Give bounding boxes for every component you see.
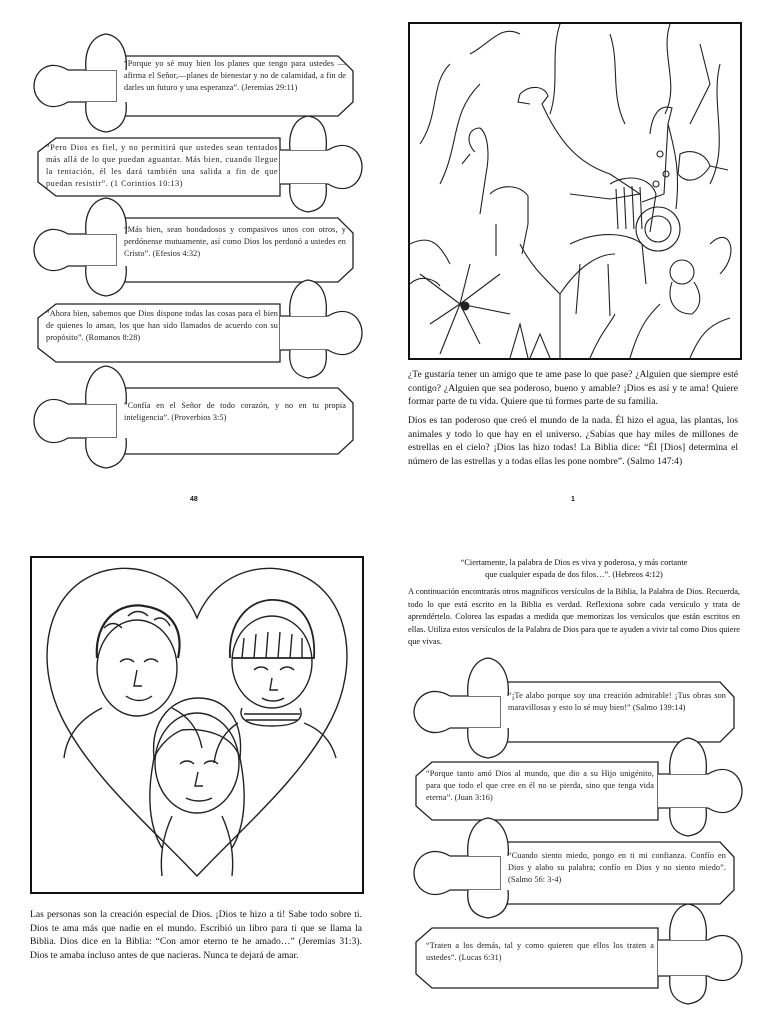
hebrews-quote-line2: que cualquier espada de dos filos…”. (Hebreos 4:12) [485,570,663,579]
verse-text: “Cuando siento miedo, pongo en ti mi confianza. Confío en Dios y alabo su palabra; confío en Dios y no siento miedo”. (Salmo 56: 3-4) [508,851,726,884]
verse-text: “¡Te alabo porque soy una creación admirable! ¡Tus obras son maravillosas y esto lo sé muy bien!” (Salmo 139:14) [508,691,726,712]
intro-paragraph: ¿Te gustaría tener un amigo que te ame pase lo que pase? ¿Alguien que siempre esté contigo? ¿Alguien que sea poderoso, bueno y amable? ¡Dios es así y te ama! Quiere formar parte de tu vida. Quiere que tú formes parte de su familia. [408,369,738,408]
creation-paragraph: Dios es tan poderoso que creó el mundo de la nada. Él hizo el agua, las plantas, los animales y todo lo que hay en el universo. ¿Sabías que hay miles de millones de estrellas en el cielo? ¡Dios las hizo todas! La Biblia dice: “Él [Dios] determina el número de las estrellas y a todas ellas les pone nombre”. (Salmo 147:4) [408,415,738,467]
jungle-drawing [410,24,740,358]
verses-intro-paragraph: A continuación encontrarás otros magníficos versículos de la Biblia, la Palabra de Dios. Recuerda, todo lo que está escrito en la Biblia es verdad. Reflexiona sobre cada versículo y trata de aprendértelo. Colorea las espadas a medida que memorizas los versículos que están escritos en ellas. Utiliza estos versículos de la Palabra de Dios para que te ayuden a vivir tal como Dios quiere que vivas. [408,587,740,647]
verse-text: “Porque yo sé muy bien los planes que tengo para ustedes —afirma el Señor,—planes de bienestar y no de calamidad, a fin de darles un futuro y una esperanza”. (Jeremías 29:11) [124,59,346,92]
hebrews-quote-line1: “Ciertamente, la palabra de Dios es viva y poderosa, y más cortante [460,558,688,567]
verse-text: “Porque tanto amó Dios al mundo, que dio a su Hijo unigénito, para que todo el que cree en él no se pierda, sino que tenga vida eterna”. (Juan 3:16) [426,769,654,802]
sword-verse-card [408,900,748,1010]
verse-text: “Traten a los demás, tal y como quieren que ellos los traten a ustedes”. (Lucas 6:31) [426,941,654,962]
sword-verse-card [28,360,368,470]
page-number: 1 [571,496,575,503]
verse-text: “Ahora bien, sabemos que Dios dispone todas las cosas para el bien de quienes lo aman, los que han sido llamados de acuerdo con su propósito”. (Romanos 8:28) [46,309,278,342]
verse-text: “Más bien, sean bondadosos y compasivos unos con otros, y perdónense mutuamente, así como Dios los perdonó a ustedes en Cristo”. (Efesios 4:32) [124,225,346,258]
page-number: 48 [190,496,198,503]
verse-text: “Confía en el Señor de todo corazón, y no en tu propia inteligencia”. (Proverbios 3:5) [124,401,346,422]
verse-text: “Pero Dios es fiel, y no permitirá que ustedes sean tentados más allá de lo que puedan aguantar. Más bien, cuando llegue la tentación, él les dará también una salida a fin de que puedan resistir”. (1 Corintios 10:13) [46,143,278,188]
heart-drawing [32,558,362,892]
jungle-animals-illustration [408,22,742,360]
people-creation-paragraph: Las personas son la creación especial de Dios. ¡Dios te hizo a ti! Sabe todo sobre ti. Dios te ama más que nadie en el mundo. Escribió un libro para ti que se llama la Biblia. Dios dice en la Biblia: “Con amor eterno te he amado…” (Jeremías 31:3). Dios te amaba incluso antes de que nacieras. Nunca te dejará de amar. [30,909,362,961]
children-heart-illustration [30,556,364,894]
